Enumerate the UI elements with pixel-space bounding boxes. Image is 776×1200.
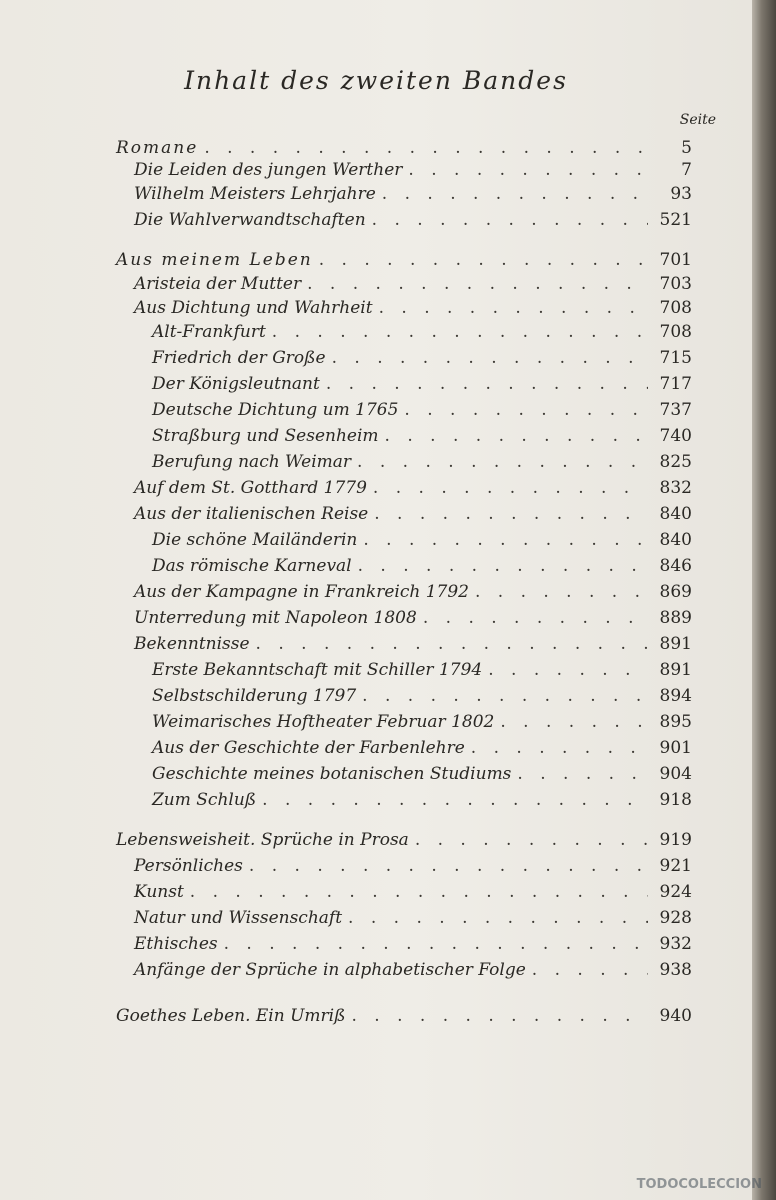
toc-entry [152,530,692,556]
toc-entry [134,634,692,660]
leader-dots [379,298,648,318]
leader-dots [190,882,648,902]
toc-entry-page-number: 93 [670,184,692,204]
leader-dots [224,934,648,954]
toc-entry-page-number: 889 [659,608,692,628]
toc-entry [152,374,692,400]
toc-entry-page-number: 740 [659,426,692,446]
toc-entry [134,210,692,236]
leader-dots [488,660,648,680]
toc-entry-label: Aus der italienischen Reise [134,504,369,524]
toc-entry-label: Geschichte meines botanischen Studiums [152,764,512,784]
toc-entry-page-number: 846 [659,556,692,576]
page-title: Inhalt des zweiten Bandes [184,66,568,95]
toc-entry [134,960,692,986]
leader-dots [249,856,648,876]
toc-entry [152,686,692,712]
toc-entry-page-number: 840 [659,504,692,524]
toc-entry-label: Erste Bekanntschaft mit Schiller 1794 [152,660,483,680]
toc-entry [152,764,692,790]
leader-dots [204,138,648,158]
leader-dots [475,582,648,602]
toc-entry-label: Romane [116,138,199,158]
toc-entry-page-number: 904 [659,764,692,784]
toc-entry-page-number: 715 [659,348,692,368]
toc-entry [152,322,692,348]
toc-entry [134,184,692,210]
toc-entry-label: Aristeia der Mutter [134,274,302,294]
toc-entry-label: Goethes Leben. Ein Umriß [116,1006,346,1026]
toc-entry-label: Straßburg und Sesenheim [152,426,379,446]
toc-entry-label: Wilhelm Meisters Lehrjahre [134,184,376,204]
toc-entry [134,274,692,300]
toc-entry-page-number: 901 [659,738,692,758]
leader-dots [374,504,648,524]
toc-entry-label: Kunst [134,882,184,902]
toc-entry-page-number: 891 [659,660,692,680]
toc-entry-label: Aus der Geschichte der Farbenlehre [152,738,465,758]
toc-entry [152,660,692,686]
leader-dots [471,738,648,758]
toc-entry-page-number: 7 [681,160,692,180]
toc-entry-label: Selbstschilderung 1797 [152,686,357,706]
leader-dots [362,686,648,706]
toc-entry-page-number: 919 [659,830,692,850]
toc-entry-label: Berufung nach Weimar [152,452,352,472]
toc-entry-page-number: 932 [659,934,692,954]
toc-entry-label: Unterredung mit Napoleon 1808 [134,608,417,628]
toc-entry [134,608,692,634]
toc-entry-label: Die schöne Mailänderin [152,530,358,550]
toc-entry [116,250,692,276]
leader-dots [326,374,648,394]
toc-entry [134,504,692,530]
toc-entry-label: Der Königsleutnant [152,374,320,394]
toc-entry-page-number: 891 [659,634,692,654]
toc-entry-label: Bekenntnisse [134,634,250,654]
toc-entry-label: Auf dem St. Gotthard 1779 [134,478,367,498]
book-edge [752,0,776,1200]
toc-entry-page-number: 708 [659,322,692,342]
toc-entry-page-number: 921 [659,856,692,876]
toc-entry-label: Ethisches [134,934,218,954]
toc-entry-page-number: 895 [659,712,692,732]
toc-entry-page-number: 5 [681,138,692,158]
toc-entry [152,452,692,478]
toc-entry-label: Alt-Frankfurt [152,322,266,342]
toc-entry-label: Das römische Karneval [152,556,352,576]
toc-entry-label: Weimarisches Hoftheater Februar 1802 [152,712,495,732]
toc-entry [134,582,692,608]
toc-entry-page-number: 928 [659,908,692,928]
toc-entry-label: Lebensweisheit. Sprüche in Prosa [116,830,409,850]
toc-entry-page-number: 894 [659,686,692,706]
toc-entry-label: Die Wahlverwandtschaften [134,210,366,230]
toc-entry [134,478,692,504]
toc-entry-page-number: 521 [659,210,692,230]
leader-dots [423,608,648,628]
leader-dots [358,556,648,576]
toc-entry [134,298,692,324]
toc-entry [116,830,692,856]
leader-dots [532,960,648,980]
toc-entry [152,426,692,452]
toc-entry [134,934,692,960]
page-column-header: Seite [679,112,716,128]
leader-dots [332,348,648,368]
toc-entry-label: Persönliches [134,856,243,876]
toc-entry-label: Natur und Wissenschaft [134,908,343,928]
toc-entry-label: Aus meinem Leben [116,250,313,270]
toc-entry-page-number: 940 [659,1006,692,1026]
leader-dots [415,830,648,850]
toc-entry-page-number: 918 [659,790,692,810]
toc-entry [116,1006,692,1032]
toc-entry [152,400,692,426]
toc-entry [152,790,692,816]
toc-entry-label: Aus Dichtung und Wahrheit [134,298,373,318]
leader-dots [517,764,648,784]
toc-entry [152,348,692,374]
leader-dots [385,426,648,446]
toc-entry-page-number: 832 [659,478,692,498]
leader-dots [408,160,648,180]
leader-dots [373,478,648,498]
leader-dots [363,530,648,550]
leader-dots [404,400,648,420]
leader-dots [500,712,648,732]
leader-dots [319,250,648,270]
leader-dots [382,184,648,204]
toc-entry [152,712,692,738]
toc-entry [134,908,692,934]
toc-entry-page-number: 703 [659,274,692,294]
toc-entry [134,160,692,186]
toc-entry-label: Deutsche Dichtung um 1765 [152,400,399,420]
toc-entry-label: Friedrich der Große [152,348,326,368]
toc-entry-page-number: 737 [659,400,692,420]
leader-dots [351,1006,648,1026]
toc-entry [152,556,692,582]
toc-entry-page-number: 701 [659,250,692,270]
leader-dots [372,210,648,230]
toc-entry-page-number: 869 [659,582,692,602]
toc-entry-page-number: 924 [659,882,692,902]
leader-dots [307,274,648,294]
toc-entry [134,856,692,882]
toc-entry [134,882,692,908]
toc-entry-page-number: 938 [659,960,692,980]
toc-entry-label: Aus der Kampagne in Frankreich 1792 [134,582,469,602]
leader-dots [256,634,648,654]
toc-entry-page-number: 840 [659,530,692,550]
toc-entry-label: Zum Schluß [152,790,257,810]
leader-dots [348,908,648,928]
watermark: TODOCOLECCION [636,1177,762,1192]
toc-entry [152,738,692,764]
toc-entry-label: Anfänge der Sprüche in alphabetischer Folge [134,960,526,980]
leader-dots [262,790,648,810]
leader-dots [357,452,648,472]
toc-entry-page-number: 825 [659,452,692,472]
toc-entry-page-number: 708 [659,298,692,318]
toc-entry-label: Die Leiden des jungen Werther [134,160,403,180]
toc-entry-page-number: 717 [659,374,692,394]
leader-dots [272,322,648,342]
